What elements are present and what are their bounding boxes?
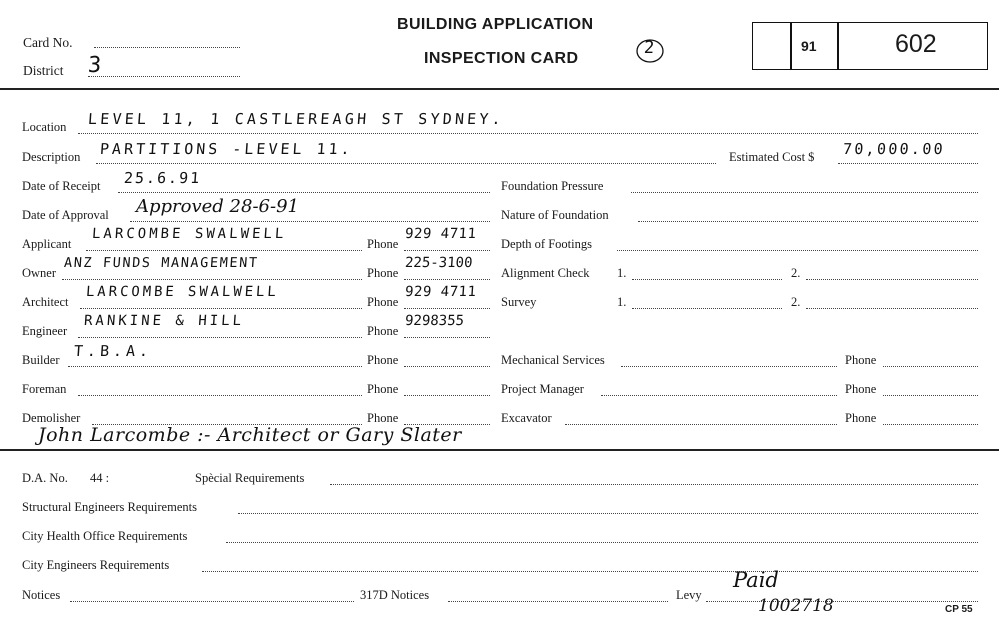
district-field[interactable]	[88, 76, 240, 77]
handwritten-note: John Larcombe :- Architect or Gary Slater	[38, 424, 462, 446]
description-field[interactable]	[96, 163, 716, 164]
builder-phone-field[interactable]	[404, 366, 490, 367]
levy-label: Levy	[676, 588, 702, 602]
special-requirements-field[interactable]	[330, 484, 978, 485]
mechanical-services-field[interactable]	[621, 366, 837, 367]
location-field[interactable]	[78, 133, 978, 134]
architect-field[interactable]	[80, 308, 362, 309]
survey-two-label: 2.	[791, 295, 801, 309]
survey-label: Survey	[501, 295, 537, 309]
estimated-cost-value: 70,000.00	[842, 140, 946, 158]
date-of-approval-label: Date of Approval	[22, 208, 109, 222]
phone-label: Phone	[367, 411, 399, 425]
excavator-phone-field[interactable]	[883, 424, 978, 425]
engineer-value: RANKINE & HILL	[83, 313, 245, 329]
engineer-phone: 9298355	[404, 313, 465, 329]
alignment-one-label: 1.	[617, 266, 627, 280]
foreman-phone-field[interactable]	[404, 395, 490, 396]
mechanical-services-phone-field[interactable]	[883, 366, 978, 367]
location-value: LEVEL 11, 1 CASTLEREAGH ST SYDNEY.	[87, 110, 505, 128]
structural-label: Structural Engineers Requirements	[22, 500, 197, 514]
da-no-value: 44 :	[90, 471, 110, 485]
excavator-field[interactable]	[565, 424, 837, 425]
mechanical-services-label: Mechanical Services	[501, 353, 605, 367]
foreman-label: Foreman	[22, 382, 67, 396]
special-requirements-label: Spècial Requirements	[195, 471, 305, 485]
foreman-field[interactable]	[78, 395, 362, 396]
project-manager-label: Project Manager	[501, 382, 584, 396]
date-of-receipt-field[interactable]	[118, 192, 490, 193]
alignment-two-label: 2.	[791, 266, 801, 280]
architect-value: LARCOMBE SWALWELL	[85, 284, 280, 300]
date-of-receipt-label: Date of Receipt	[22, 179, 101, 193]
depth-of-footings-field[interactable]	[617, 250, 978, 251]
engineer-phone-field[interactable]	[404, 337, 490, 338]
city-health-field[interactable]	[226, 542, 978, 543]
survey-one-label: 1.	[617, 295, 627, 309]
excavator-label: Excavator	[501, 411, 552, 425]
survey-2-field[interactable]	[806, 308, 978, 309]
builder-field[interactable]	[68, 366, 362, 367]
project-manager-field[interactable]	[601, 395, 837, 396]
owner-field[interactable]	[62, 279, 362, 280]
da-no-label: D.A. No.	[22, 471, 68, 485]
notices-317d-label: 317D Notices	[360, 588, 430, 602]
levy-field[interactable]	[706, 601, 978, 602]
box-code: 91	[801, 38, 817, 54]
phone-label: Phone	[367, 353, 399, 367]
phone-label: Phone	[367, 266, 399, 280]
foundation-pressure-field[interactable]	[631, 192, 978, 193]
demolisher-label: Demolisher	[22, 411, 81, 425]
applicant-value: LARCOMBE SWALWELL	[91, 226, 287, 242]
city-health-label: City Health Office Requirements	[22, 529, 188, 543]
alignment-check-2-field[interactable]	[806, 279, 978, 280]
phone-label: Phone	[845, 382, 877, 396]
description-value: PARTITIONS -LEVEL 11.	[99, 140, 354, 158]
levy-value: Paid	[733, 568, 779, 592]
card-number-box	[752, 22, 988, 70]
builder-label: Builder	[22, 353, 60, 367]
box-number: 602	[895, 30, 937, 58]
engineer-field[interactable]	[78, 337, 362, 338]
box-divider	[790, 23, 792, 69]
applicant-field[interactable]	[86, 250, 362, 251]
notices-label: Notices	[22, 588, 61, 602]
description-label: Description	[22, 150, 81, 164]
engineer-label: Engineer	[22, 324, 68, 338]
notices-field[interactable]	[70, 601, 354, 602]
structural-field[interactable]	[238, 513, 978, 514]
phone-label: Phone	[845, 353, 877, 367]
form-code: CP 55	[945, 604, 973, 615]
city-engineers-label: City Engineers Requirements	[22, 558, 170, 572]
note-divider	[0, 449, 999, 451]
owner-phone: 225-3100	[404, 255, 473, 271]
architect-phone-field[interactable]	[404, 308, 490, 309]
owner-label: Owner	[22, 266, 57, 280]
depth-of-footings-label: Depth of Footings	[501, 237, 592, 251]
phone-label: Phone	[367, 382, 399, 396]
estimated-cost-field[interactable]	[838, 163, 978, 164]
owner-value: ANZ FUNDS MANAGEMENT	[63, 255, 260, 271]
alignment-check-1-field[interactable]	[632, 279, 782, 280]
builder-value: T.B.A.	[73, 342, 153, 360]
district-value: 3	[87, 53, 105, 78]
city-engineers-field[interactable]	[202, 571, 978, 572]
applicant-phone: 929 4711	[404, 226, 477, 242]
card-no-label: Card No.	[23, 35, 73, 50]
card-no-field[interactable]	[94, 47, 240, 48]
project-manager-phone-field[interactable]	[883, 395, 978, 396]
alignment-check-label: Alignment Check	[501, 266, 590, 280]
applicant-label: Applicant	[22, 237, 72, 251]
owner-phone-field[interactable]	[404, 279, 490, 280]
district-label: District	[23, 63, 64, 78]
title-line1: BUILDING APPLICATION	[397, 16, 594, 33]
phone-label: Phone	[845, 411, 877, 425]
receipt-number: 1002718	[758, 596, 834, 616]
date-of-approval-value: Approved 28-6-91	[136, 196, 299, 217]
phone-label: Phone	[367, 237, 399, 251]
survey-1-field[interactable]	[632, 308, 782, 309]
phone-label: Phone	[367, 295, 399, 309]
architect-label: Architect	[22, 295, 69, 309]
architect-phone: 929 4711	[404, 284, 477, 300]
date-of-approval-field[interactable]	[130, 221, 490, 222]
foundation-pressure-label: Foundation Pressure	[501, 179, 604, 193]
applicant-phone-field[interactable]	[404, 250, 490, 251]
date-of-receipt-value: 25.6.91	[123, 169, 202, 187]
nature-of-foundation-label: Nature of Foundation	[501, 208, 609, 222]
box-divider	[837, 23, 839, 69]
nature-of-foundation-field[interactable]	[638, 221, 978, 222]
estimated-cost-label: Estimated Cost $	[729, 150, 815, 164]
notices-317d-field[interactable]	[448, 601, 668, 602]
circled-number: 2	[643, 38, 655, 58]
phone-label: Phone	[367, 324, 399, 338]
location-label: Location	[22, 120, 67, 134]
title-line2: INSPECTION CARD	[424, 50, 579, 67]
header-divider	[0, 88, 999, 90]
